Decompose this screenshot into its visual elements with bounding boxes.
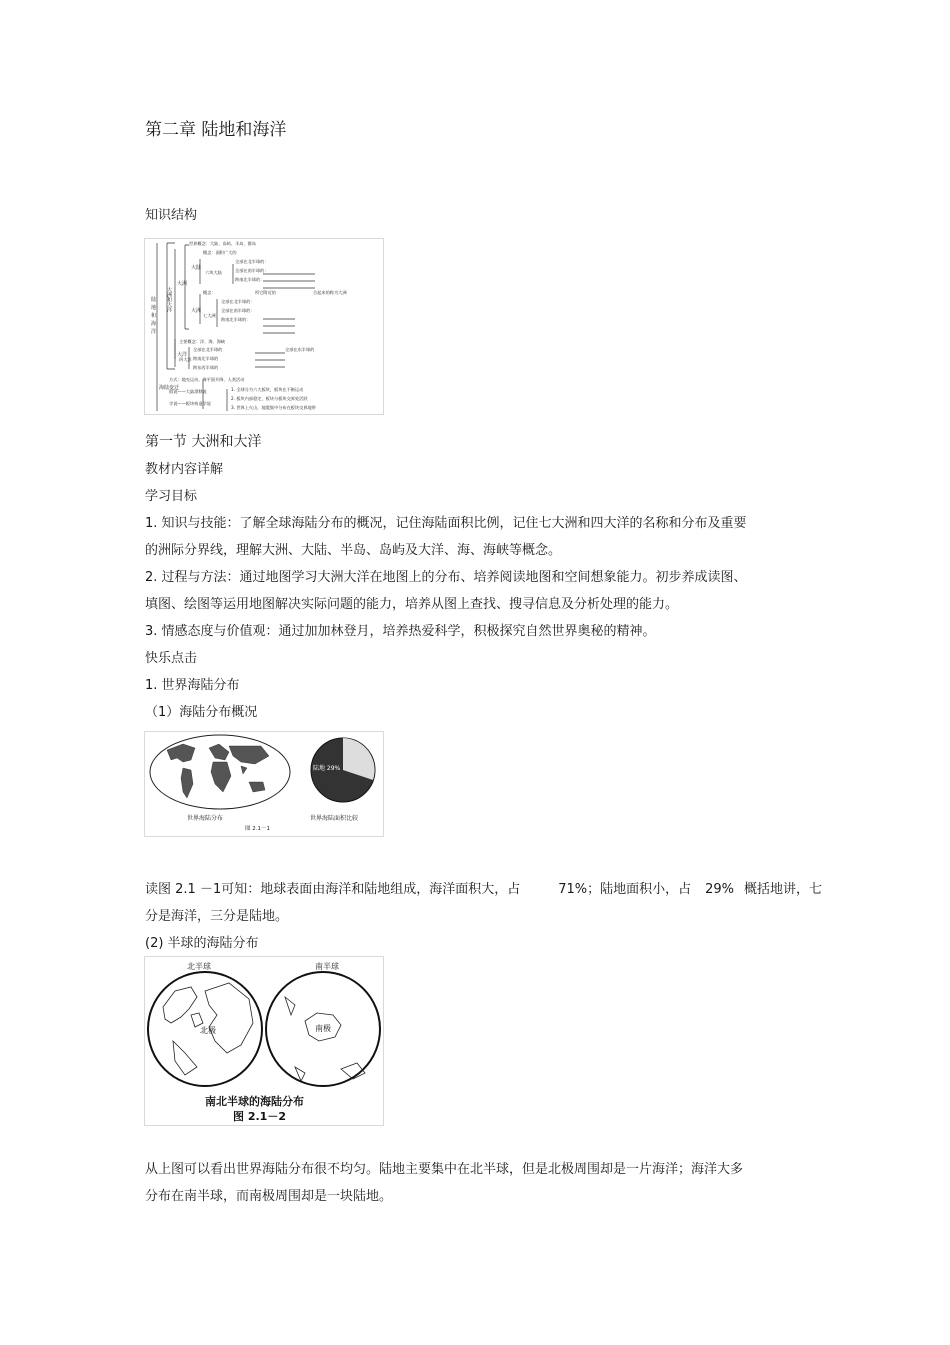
root-label-char: 和 xyxy=(151,313,157,319)
pie-land-label: 陆地 29% xyxy=(313,765,341,772)
knowledge-structure-chart xyxy=(144,238,384,415)
row-14: 主要概念：洋、海、海峡 xyxy=(179,339,226,344)
row-5: 全部在南半球的： xyxy=(235,268,269,273)
row-17: 全部在东半球的 xyxy=(285,347,315,352)
row-15: 四大洋 xyxy=(179,357,192,362)
row-2: 概念：面积广大的 xyxy=(203,250,237,255)
row-20: 方式：地壳运动、海平面升降、人类活动 xyxy=(169,377,245,382)
para1-part-b: 71%；陆地面积小，占 xyxy=(558,882,692,897)
root-label-char: 洋 xyxy=(151,329,157,335)
section-title: 第一节 大洲和大洋 xyxy=(145,434,262,450)
row-16: 全部在北半球的 xyxy=(193,347,223,352)
row-19: 跨东西半球的 xyxy=(193,365,219,370)
row-25: 3. 世界上火山、地震集中分布在板块交界地带 xyxy=(231,405,316,410)
objective-1-line-1: 1. 知识与技能：了解全球海陆分布的概况，记住海陆面积比例，记住七大洲和四大洋的名称和分布及重要 xyxy=(145,516,747,531)
branch-a1: 大洲和大洋 xyxy=(166,287,172,312)
row-11: 全部在北半球的： xyxy=(221,299,255,304)
fig1-left-caption: 世界海陆分布 xyxy=(187,815,224,822)
row-21: 假说——大陆漂移说 xyxy=(169,389,207,394)
row-4: 全部在北半球的： xyxy=(235,259,269,264)
item-1-1-heading: （1）海陆分布概况 xyxy=(145,705,258,720)
row-1: 世界概念：大陆、岛屿、半岛、群岛 xyxy=(189,241,257,246)
fig2-number: 图 2.1－2 xyxy=(233,1110,286,1123)
branch-b2: 大洋 xyxy=(177,352,188,358)
item-1-2-heading: (2) 半球的海陆分布 xyxy=(145,936,259,951)
row-3: 六块大陆 xyxy=(205,270,222,275)
happy-click-heading: 快乐点击 xyxy=(145,651,198,666)
root-label-char: 海 xyxy=(151,321,157,327)
textbook-explain-heading: 教材内容详解 xyxy=(145,462,224,477)
figure-world-land-sea xyxy=(144,731,384,837)
row-10: 七大洲 xyxy=(203,313,216,318)
paragraph-1-line-1 xyxy=(145,882,822,898)
branch-a2: 海陆变迁 xyxy=(159,385,180,391)
objective-2-line-2: 填图、绘图等运用地图解决实际问题的能力，培养从图上查找、搜寻信息及分析处理的能力。 xyxy=(145,597,679,612)
row-13: 跨南北半球的： xyxy=(221,317,251,322)
knowledge-structure-label: 知识结构 xyxy=(145,208,198,223)
para1-part-d: 概括地讲，七 xyxy=(744,882,823,897)
north-pole-label: 北极 xyxy=(200,1026,216,1035)
objective-1-line-2: 的洲际分界线，理解大洲、大陆、半岛、岛屿及大洋、海、海峡等概念。 xyxy=(145,543,562,558)
branch-c2: 大洲 xyxy=(191,308,202,314)
para1-part-a: 读图 2.1 －1可知：地球表面由海洋和陆地组成，海洋面积大，占 xyxy=(145,882,521,897)
row-9: 合起来的称为大洲 xyxy=(313,290,347,295)
objective-2-line-1: 2. 过程与方法：通过地图学习大洲大洋在地图上的分布、培养阅读地图和空间想象能力。初步养成读图、 xyxy=(145,570,747,585)
fig1-right-caption: 世界海陆面积比较 xyxy=(310,815,359,822)
north-hemisphere-label: 北半球 xyxy=(187,962,211,971)
fig2-caption: 南北半球的海陆分布 xyxy=(205,1095,304,1108)
row-18: 跨南北半球的 xyxy=(193,356,219,361)
objectives-heading: 学习目标 xyxy=(145,489,198,504)
root-label-char: 地 xyxy=(151,305,157,311)
branch-b1: 大洲 xyxy=(177,281,188,287)
item-1-heading: 1. 世界海陆分布 xyxy=(145,678,240,693)
paragraph-2-line-1: 从上图可以看出世界海陆分布很不均匀。陆地主要集中在北半球，但是北极周围却是一片海洋；海洋大多 xyxy=(145,1162,744,1177)
root-label-char: 陆 xyxy=(151,297,157,303)
branch-c1: 大陆 xyxy=(191,265,202,271)
objective-3: 3. 情感态度与价值观：通过加加林登月，培养热爱科学，积极探究自然世界奥秘的精神。 xyxy=(145,624,656,639)
chapter-title: 第二章 陆地和海洋 xyxy=(145,120,287,140)
paragraph-2-line-2: 分布在南半球，而南极周围却是一块陆地。 xyxy=(145,1189,393,1204)
row-12: 全部在南半球的： xyxy=(221,308,255,313)
para1-part-c: 29% xyxy=(705,882,735,897)
row-23: 1. 全球分为六大板块，板块在不断运动 xyxy=(231,387,304,392)
fig1-number: 图 2.1－1 xyxy=(245,826,270,832)
figure-hemispheres xyxy=(144,956,384,1126)
row-24: 2. 板块内部稳定，板块与板块交界处活跃 xyxy=(231,396,308,401)
row-22: 学说——板块构造学说 xyxy=(169,401,211,406)
row-6: 跨南北半球的： xyxy=(235,277,265,282)
south-hemisphere-label: 南半球 xyxy=(315,962,339,971)
south-pole-label: 南极 xyxy=(315,1024,331,1033)
row-7: 概念： xyxy=(203,290,216,295)
row-8: 所它附近的 xyxy=(255,290,276,295)
paragraph-1-line-2: 分是海洋，三分是陆地。 xyxy=(145,909,289,924)
